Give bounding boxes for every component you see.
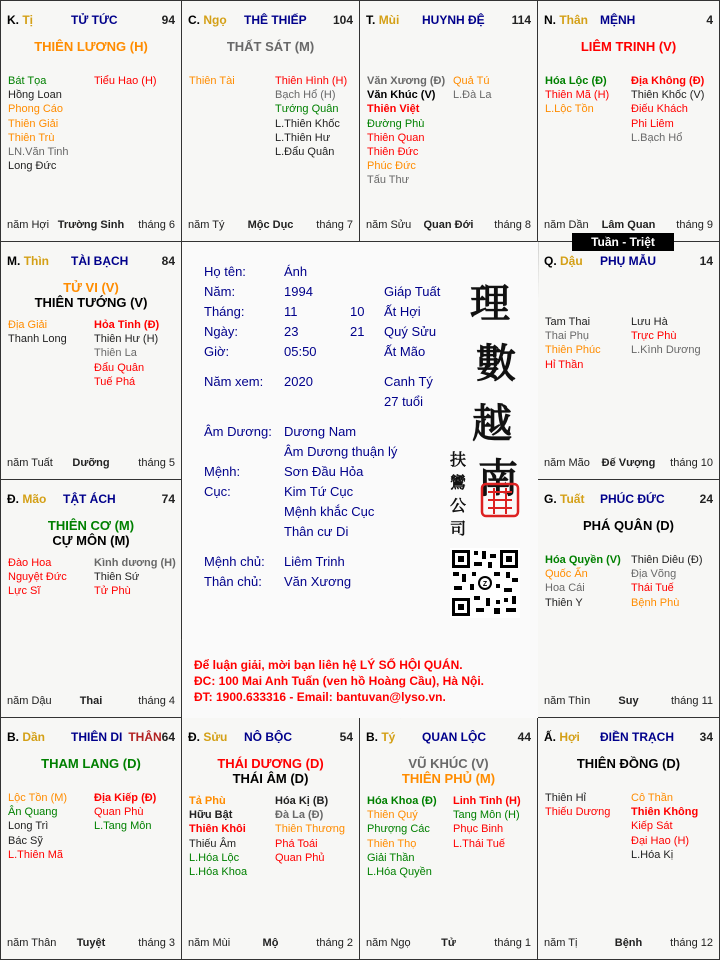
minor-star: Văn Xương (Đ) xyxy=(367,75,446,87)
view-year-label: Năm xem: xyxy=(204,374,264,389)
minor-star: Quan Phủ xyxy=(275,851,325,864)
palace-branch: Mão xyxy=(22,492,47,506)
minor-star: Kiếp Sát xyxy=(631,820,673,833)
palace-age-number: 64 xyxy=(161,730,175,744)
minor-star: Quốc Ấn xyxy=(545,568,588,581)
palace-branch: Ngọ xyxy=(203,13,227,27)
month-value: 11 xyxy=(284,304,298,319)
palace-age-number: 114 xyxy=(511,13,531,27)
palace-stem: T. xyxy=(366,13,376,27)
minor-star: Tả Phù xyxy=(189,795,226,807)
palace-branch: Tuất xyxy=(560,492,585,506)
minor-star: Hoa Cái xyxy=(545,582,585,595)
minor-star: Hóa Kị (B) xyxy=(275,795,329,807)
minor-star: Địa Võng xyxy=(631,568,677,581)
footer-month: tháng 2 xyxy=(316,937,353,949)
minor-star: Phi Liêm xyxy=(631,117,674,130)
main-star: THIÊN CƠ (M) xyxy=(47,518,135,533)
than-position: Thân cư Di xyxy=(284,524,349,539)
calligraphy-small-char: 公 xyxy=(450,496,467,515)
minor-star: Long Trì xyxy=(8,820,49,833)
minor-star: Hữu Bật xyxy=(189,809,233,822)
minor-star: Quả Tú xyxy=(453,75,490,87)
palace-age-number: 14 xyxy=(699,254,713,268)
minor-star: Hóa Khoa (Đ) xyxy=(367,795,437,807)
minor-star: Phục Binh xyxy=(453,823,504,836)
minor-star: Nguyệt Đức xyxy=(8,571,67,584)
view-year-ganzhi: Canh Tý xyxy=(384,374,433,389)
footer-year: năm Tý xyxy=(188,219,225,231)
minor-star: Kình dương (H) xyxy=(94,557,176,569)
minor-star: Bạch Hổ (H) xyxy=(275,89,336,102)
minor-star: L.Thiên Hư xyxy=(275,131,331,144)
palace-branch: Mùi xyxy=(378,13,400,27)
cuc-value: Kim Tứ Cục xyxy=(284,484,354,499)
palace-age-number: 34 xyxy=(699,730,713,744)
footer-month: tháng 4 xyxy=(138,695,175,707)
contact-phone-email: ĐT: 1900.633316 - Email: bantuvan@lyso.vn. xyxy=(194,690,446,704)
cuc-relation: Mệnh khắc Cục xyxy=(284,504,375,519)
minor-star: Phá Toái xyxy=(275,837,318,850)
minor-star: Giải Thần xyxy=(367,851,415,864)
view-year-value: 2020 xyxy=(284,374,313,389)
year-ganzhi: Giáp Tuất xyxy=(384,284,441,299)
calligraphy-char: 數 xyxy=(476,340,516,387)
minor-star: L.Đẩu Quân xyxy=(275,145,335,158)
palace-branch: Tý xyxy=(381,730,396,744)
footer-year: năm Dần xyxy=(544,219,589,231)
minor-star: Thiên Tài xyxy=(189,75,235,87)
minor-star: L.Lộc Tồn xyxy=(545,103,594,116)
minor-star: Cô Thần xyxy=(631,792,673,804)
footer-stage: Tuyệt xyxy=(76,937,106,949)
footer-month: tháng 12 xyxy=(670,937,713,949)
minor-star: Tấu Thư xyxy=(367,174,410,187)
day-ganzhi: Quý Sửu xyxy=(384,324,437,339)
palace-name-label: THÊ THIẾP xyxy=(244,13,307,27)
palace-age-number: 104 xyxy=(332,13,353,27)
footer-stage: Quan Đới xyxy=(423,219,474,231)
minor-star: Đẩu Quân xyxy=(94,361,145,374)
palace-branch: Tị xyxy=(22,13,34,27)
minor-star: Đại Hao (H) xyxy=(631,834,690,847)
palace-branch: Hợi xyxy=(559,730,580,744)
minor-star: Thiên Phúc xyxy=(545,344,601,357)
amduong-relation: Âm Dương thuận lý xyxy=(284,444,398,459)
minor-star: Địa Kiếp (Đ) xyxy=(94,792,157,804)
minor-star: Thiếu Dương xyxy=(545,806,611,819)
minor-star: Phong Cáo xyxy=(8,103,64,116)
minor-star: Địa Giải xyxy=(8,319,48,331)
calligraphy-char: 南 xyxy=(478,455,518,502)
minor-star: L.Bạch Hổ xyxy=(631,131,683,144)
year-value: 1994 xyxy=(284,284,313,299)
palace-stem: G. xyxy=(544,492,557,506)
palace-name-label: QUAN LỘC xyxy=(422,730,486,744)
minor-star: Ân Quang xyxy=(8,806,58,819)
minor-star: L.Đà La xyxy=(453,89,492,102)
main-star: LIÊM TRINH (V) xyxy=(580,39,677,54)
minor-star: Thiên Mã (H) xyxy=(545,89,610,102)
footer-year: năm Thìn xyxy=(544,695,591,707)
minor-star: Linh Tinh (H) xyxy=(453,795,521,807)
footer-stage: Suy xyxy=(618,695,639,707)
palace-age-number: 4 xyxy=(706,13,713,27)
palace-name-label: HUYNH ĐỆ xyxy=(422,13,485,27)
tuan-triet-badge: Tuần - Triệt xyxy=(572,233,674,251)
contact-line: Để luận giải, mời bạn liên hệ LÝ SỐ HỘI QUÁN. xyxy=(194,658,463,672)
minor-star: Tam Thai xyxy=(545,316,591,328)
minor-star: Lộc Tồn (M) xyxy=(8,792,68,804)
palace-stem: C. xyxy=(188,13,200,27)
minor-star: Đà La (Đ) xyxy=(275,809,324,822)
palace-branch: Sửu xyxy=(203,730,228,744)
minor-star: Thiên Y xyxy=(545,596,583,609)
minor-star: Hóa Quyền (V) xyxy=(545,554,621,566)
day-value: 23 xyxy=(284,324,299,339)
footer-year: năm Thân xyxy=(7,937,57,949)
menh-label: Mệnh: xyxy=(204,464,241,479)
palace-stem: Đ. xyxy=(188,730,200,744)
menh-chu-value: Liêm Trinh xyxy=(284,554,345,569)
minor-star: L.Thiên Khốc xyxy=(275,117,340,130)
minor-star: L.Hóa Lộc xyxy=(189,851,240,864)
footer-month: tháng 10 xyxy=(670,457,713,469)
footer-stage: Mộ xyxy=(262,937,279,949)
amduong-value: Dương Nam xyxy=(284,424,357,439)
than-chu-label: Thân chủ: xyxy=(204,574,262,589)
main-star: THÁI DƯƠNG (D) xyxy=(217,756,324,771)
palace-name-label: ĐIỀN TRẠCH xyxy=(600,730,674,744)
palace-branch: Dậu xyxy=(560,254,583,268)
minor-star: Thiên Hỉ xyxy=(545,792,586,804)
minor-star: Thanh Long xyxy=(8,333,67,346)
calligraphy-small-char: 鸞 xyxy=(450,473,467,492)
minor-star: Thiên La xyxy=(94,347,137,360)
footer-stage: Trường Sinh xyxy=(57,219,125,231)
calligraphy-small-char: 司 xyxy=(450,519,467,538)
minor-star: Thiên Quan xyxy=(367,131,425,144)
minor-star: Thiên Hư (H) xyxy=(94,333,159,346)
minor-star: Tiểu Hao (H) xyxy=(94,75,157,87)
main-star: THIÊN LƯƠNG (H) xyxy=(34,39,148,54)
minor-star: Thiên Đức xyxy=(367,145,419,158)
calligraphy-small-char: 扶 xyxy=(450,450,467,469)
palace-stem: Q. xyxy=(544,254,557,268)
year-label: Năm: xyxy=(204,284,236,299)
minor-star: Hồng Loan xyxy=(8,89,62,102)
palace-name-label: PHÚC ĐỨC xyxy=(600,492,665,506)
minor-star: Thiên Diêu (Đ) xyxy=(631,554,703,566)
menh-chu-label: Mệnh chủ: xyxy=(204,554,265,569)
palace-age-number: 24 xyxy=(699,492,713,506)
palace-age-number: 94 xyxy=(161,13,175,27)
footer-stage: Lâm Quan xyxy=(601,219,656,231)
footer-stage: Đế Vượng xyxy=(601,457,656,469)
palace-age-number: 84 xyxy=(161,254,175,268)
minor-star: Tử Phù xyxy=(94,585,131,598)
minor-star: Phúc Đức xyxy=(367,160,416,173)
day-lunar: 21 xyxy=(350,324,365,339)
main-star: THIÊN ĐỒNG (D) xyxy=(576,756,681,771)
main-star: THẤT SÁT (M) xyxy=(226,39,315,54)
minor-star: Thiên Hình (H) xyxy=(275,75,348,87)
month-label: Tháng: xyxy=(204,304,245,319)
footer-stage: Thai xyxy=(79,695,103,707)
month-ganzhi: Ất Hợi xyxy=(384,304,421,319)
palace-branch: Thìn xyxy=(23,254,50,268)
palace-name-label: PHỤ MẪU xyxy=(600,254,656,268)
than-marker: THÂN xyxy=(128,730,162,744)
footer-stage: Bệnh xyxy=(614,937,643,949)
svg-text:Z: Z xyxy=(482,581,488,588)
palace-stem: Ấ. xyxy=(544,730,556,744)
name-value: Ánh xyxy=(284,264,308,279)
palace-name-label: TẬT ÁCH xyxy=(63,492,116,506)
minor-star: LN.Văn Tinh xyxy=(8,145,69,158)
minor-star: Thái Tuế xyxy=(631,582,674,595)
minor-star: Quan Phù xyxy=(94,806,144,819)
minor-star: Thai Phụ xyxy=(545,330,590,343)
minor-star: Lực Sĩ xyxy=(8,585,41,598)
minor-star: Thiên Khốc (V) xyxy=(631,89,705,102)
contact-address: ĐC: 100 Mai Anh Tuấn (ven hồ Hoàng Cầu), Hà Nội. xyxy=(194,674,485,688)
minor-star: Tang Môn (H) xyxy=(453,809,520,822)
footer-month: tháng 3 xyxy=(138,937,175,949)
red-seal-icon xyxy=(480,482,520,518)
palace-name-label: THIÊN DI xyxy=(71,730,123,744)
minor-star: L.Kình Dương xyxy=(631,344,701,357)
footer-month: tháng 9 xyxy=(676,219,713,231)
cuc-label: Cục: xyxy=(204,484,231,499)
minor-star: Hỏa Tinh (Đ) xyxy=(94,319,160,331)
main-star: TỬ VI (V) xyxy=(63,280,119,295)
minor-star: Bệnh Phù xyxy=(631,596,680,609)
footer-month: tháng 5 xyxy=(138,457,175,469)
palace-stem: N. xyxy=(544,13,556,27)
minor-star: Đường Phù xyxy=(367,117,425,130)
minor-star: L.Hóa Quyền xyxy=(367,865,432,878)
minor-star: L.Thái Tuế xyxy=(453,837,505,850)
minor-star: Thiếu Âm xyxy=(189,837,237,850)
footer-month: tháng 7 xyxy=(316,219,353,231)
minor-star: Đào Hoa xyxy=(8,557,52,569)
minor-star: Hóa Lộc (Đ) xyxy=(545,75,607,87)
footer-year: năm Tuất xyxy=(7,457,53,469)
minor-star: Địa Không (Đ) xyxy=(631,75,705,87)
palace-name-label: NÔ BỘC xyxy=(244,730,292,744)
footer-stage: Tử xyxy=(441,937,456,949)
age-value: 27 tuổi xyxy=(384,394,424,409)
month-lunar: 10 xyxy=(350,304,365,319)
footer-month: tháng 11 xyxy=(670,695,713,707)
minor-star: Trực Phù xyxy=(631,330,677,343)
calligraphy-char: 越 xyxy=(472,400,512,447)
hour-ganzhi: Ất Mão xyxy=(384,344,426,359)
minor-star: Phượng Các xyxy=(367,823,430,836)
minor-star: Văn Khúc (V) xyxy=(367,89,436,102)
hour-label: Giờ: xyxy=(204,344,230,359)
minor-star: L.Hóa Khoa xyxy=(189,865,248,878)
minor-star: Long Đức xyxy=(8,160,57,173)
footer-year: năm Hợi xyxy=(7,219,50,231)
minor-star: Thiên Thương xyxy=(275,823,346,836)
minor-star: L.Thiên Mã xyxy=(8,848,64,861)
footer-year: năm Dậu xyxy=(7,695,52,707)
main-star: THIÊN TƯỚNG (V) xyxy=(34,295,148,310)
name-label: Họ tên: xyxy=(204,264,246,279)
minor-star: Thiên Thọ xyxy=(367,837,417,850)
palace-stem: M. xyxy=(7,254,21,268)
minor-star: Tướng Quân xyxy=(275,103,339,116)
minor-star: Điếu Khách xyxy=(631,103,688,116)
palace-stem: K. xyxy=(7,13,19,27)
footer-year: năm Mão xyxy=(544,457,590,469)
palace-name-label: TỬ TỨC xyxy=(71,13,118,27)
main-star: PHÁ QUÂN (D) xyxy=(583,518,674,533)
main-star: CỰ MÔN (M) xyxy=(52,533,130,548)
main-star: THÁI ÂM (D) xyxy=(232,771,309,786)
footer-month: tháng 1 xyxy=(494,937,531,949)
palace-age-number: 44 xyxy=(517,730,531,744)
minor-star: L.Tang Môn xyxy=(94,820,152,833)
palace-name-label: MỆNH xyxy=(600,13,636,27)
main-star: THAM LANG (D) xyxy=(41,756,141,771)
palace-age-number: 54 xyxy=(339,730,353,744)
palace-stem: B. xyxy=(7,730,19,744)
day-label: Ngày: xyxy=(204,324,238,339)
palace-stem: Đ. xyxy=(7,492,19,506)
footer-stage: Dưỡng xyxy=(72,457,110,469)
hour-value: 05:50 xyxy=(284,344,317,359)
palace-stem: B. xyxy=(366,730,378,744)
center-info-panel xyxy=(182,242,538,718)
minor-star: Thiên Không xyxy=(631,806,699,819)
minor-star: Tuế Phá xyxy=(94,375,136,388)
palace-name-label: TÀI BẠCH xyxy=(71,254,129,268)
minor-star: Hỉ Thần xyxy=(545,358,584,371)
footer-month: tháng 8 xyxy=(494,219,531,231)
minor-star: L.Hóa Kị xyxy=(631,848,674,861)
footer-year: năm Tị xyxy=(544,937,578,949)
menh-value: Sơn Đầu Hỏa xyxy=(284,464,364,479)
minor-star: Thiên Việt xyxy=(367,103,420,116)
footer-year: năm Sửu xyxy=(366,219,412,231)
minor-star: Thiên Trù xyxy=(8,131,55,144)
minor-star: Bát Tọa xyxy=(8,75,47,87)
palace-age-number: 74 xyxy=(161,492,175,506)
main-star: VŨ KHÚC (V) xyxy=(408,756,489,771)
qr-code-icon xyxy=(450,548,520,618)
minor-star: Thiên Giải xyxy=(8,117,59,130)
palace-branch: Dần xyxy=(22,730,46,744)
footer-month: tháng 6 xyxy=(138,219,175,231)
minor-star: Thiên Quý xyxy=(367,809,418,822)
minor-star: Thiên Khôi xyxy=(189,823,246,836)
footer-stage: Mộc Dục xyxy=(247,219,294,231)
calligraphy-char: 理 xyxy=(470,280,510,327)
palace-branch: Thân xyxy=(559,13,589,27)
footer-year: năm Ngọ xyxy=(366,937,411,949)
minor-star: Bác Sỹ xyxy=(8,834,43,847)
main-star: THIÊN PHỦ (M) xyxy=(401,771,496,786)
minor-star: Thiên Sứ xyxy=(94,571,140,584)
footer-year: năm Mùi xyxy=(188,937,231,949)
minor-star: Lưu Hà xyxy=(631,316,668,328)
amduong-label: Âm Dương: xyxy=(204,424,272,439)
than-chu-value: Văn Xương xyxy=(284,574,352,589)
